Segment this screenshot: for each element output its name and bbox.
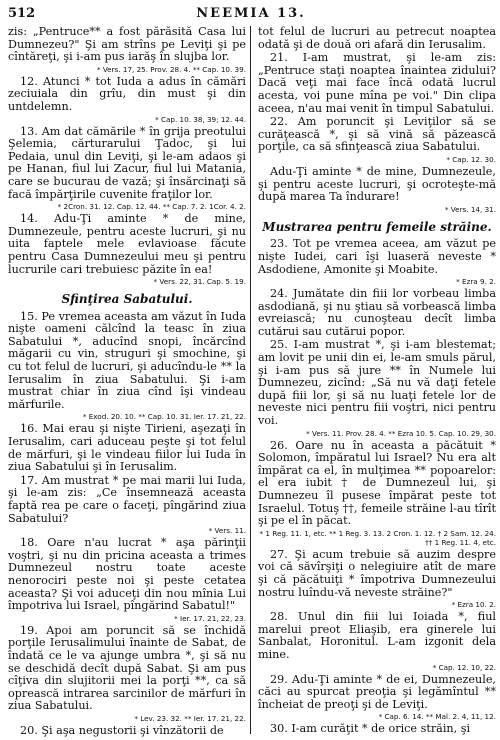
verse-paragraph: zis: „Pentruce** a fost părăsită Casa lui Dumnezeu?" Şi am strîns pe Leviţi şi pe cîntăreţi, şi i-am pus iarăş în slujba lor. xyxy=(8,25,246,64)
verse-paragraph: 26. Oare nu în aceasta a păcătuit * Solomon, împăratul lui Israel? Nu era alt împărat ca el, în mulţimea ** popoarelor: el era iubit † de Dumnezeul lui, şi Dumnezeu îl pusese împărat peste tot Israelul. Totuş ††, femeile străine l-au tîrît şi pe el în păcat. xyxy=(258,438,496,528)
cross-reference: * Exod. 20. 10. ** Cap. 10. 31. Ier. 17. 21, 22. xyxy=(82,412,246,422)
verse-paragraph: 27. Şi acum trebuie să auzim despre voi că săvîrşiţi o nelegiuire atît de mare şi că păcătuiţi * împotriva Dumnezeului nostru luîndu-vă neveste străine?" xyxy=(258,547,496,599)
cross-reference: * Vers. 14, 31. xyxy=(444,204,496,214)
verse-paragraph: 19. Apoi am poruncit să se închidă porţile Ierusalimului înainte de Sabat, de îndată ce le va ajunge umbra *, şi să nu se deschidă decît după Sabat. Şi am pus cîţiva din slujitorii mei la porţi **, ca să oprească intrarea sarcinilor de mărfuri în ziua Sabatului. xyxy=(8,623,246,713)
verse-paragraph: 18. Oare n'au lucrat * aşa părinţii voştri, şi nu din pricina aceasta a trimes Dumnezeul nostru toate aceste nenorociri peste noi şi peste cetatea aceasta? Şi voi aduceţi din nou mînia Lui împotriva lui Israel, pîngărind Sabatul!" xyxy=(8,536,246,613)
cross-reference: * Ezra 10. 2. xyxy=(451,600,496,610)
verse-paragraph: 25. I-am mustrat *, şi i-am blestemat; am lovit pe unii din ei, le-am smuls părul, şi i-am pus să jure ** în Numele lui Dumnezeu, zicînd: „Să nu vă daţi fetele după fiii lor, şi să nu luaţi fetele lor de neveste nici pentru fiii voştri, nici pentru voi. xyxy=(258,338,496,428)
cross-reference: * Cap. 6. 14. ** Mal. 2. 4, 11, 12. xyxy=(378,712,496,722)
verse-paragraph: 15. Pe vremea aceasta am văzut în Iuda nişte oameni călcînd la teasc în ziua Sabatului *, aducînd snopi, încărcînd măgarii cu vin, struguri şi smochine, şi cu tot felul de lucruri, şi aducîndu-le ** la Ierusalim în ziua Sabatului. Şi i-am mustrat chiar în ziua cînd îşi vindeau mărfurile. xyxy=(8,309,246,411)
cross-reference: * Cap. 12. 10, 22. xyxy=(432,662,496,672)
verse-paragraph: 12. Atunci * tot Iuda a adus în cămări zeciuiala din grîu, din must şi din untdelemn. xyxy=(8,74,246,113)
cross-reference: * Cap. 12. 30. xyxy=(446,154,496,164)
cross-reference: * Ier. 17. 21, 22, 23. xyxy=(174,613,246,623)
verse-paragraph: 13. Am dat cămările * în grija preotului Şelemia, cărturarului Ţadoc, şi lui Pedaia, unul din Leviţi, şi le-am adaos şi pe Hanan, fiul lui Zacur, fiul lui Matania, care se bucurau de vază; şi însărcinaţi să facă împărţirile cuvenite fraţilor lor. xyxy=(8,124,246,201)
verse-paragraph: 23. Tot pe vremea aceea, am văzut pe nişte Iudei, cari îşi luaseră neveste * Asdodiene, Amonite şi Moabite. xyxy=(258,237,496,276)
verse-paragraph: 20. Şi aşa negustorii şi vînzătorii de xyxy=(20,723,224,737)
verse-paragraph: 24. Jumătate din fiii lor vorbeau limba asdodiană, şi nu ştiau să vorbească limba evreiască; nu cunoşteau decît limba cutărui sau cutărui popor. xyxy=(258,287,496,338)
verse-paragraph: 16. Mai erau şi nişte Tirieni, aşezaţi în Ierusalim, cari aduceau peşte şi tot felul de mărfuri, şi le vindeau fiilor lui Iuda în ziua Sabatului şi în Ierusalim. xyxy=(8,422,246,474)
verse-paragraph: 14. Adu-Ţi aminte * de mine, Dumnezeule, pentru aceste lucruri, şi nu uita faptele mele evlavioase făcute pentru Casa Dumnezeului meu şi pentru lucrurile cari trebuiesc păzite în ea! xyxy=(8,212,246,276)
section-heading: Sfinţirea Sabatului. xyxy=(61,292,193,307)
verse-paragraph: 21. I-am mustrat, şi le-am zis: „Pentruce staţi noaptea înaintea zidului? Dacă veţi mai face încă odată lucrul acesta, voi pune mîna pe voi." Din clipa aceea, n'au mai venit în timpul Sabatului. xyxy=(258,51,496,115)
page-header xyxy=(8,6,494,24)
cross-reference: * 2Cron. 31. 12. Cap. 12. 44. ** Cap. 7. 2. 1Cor. 4. 2. xyxy=(57,202,246,212)
verse-paragraph: 28. Unul din fiii lui Ioiada *, fiul marelui preot Eliaşib, era ginerele lui Sanbalat, Horonitul. L-am izgonit dela mine. xyxy=(258,610,496,661)
verse-paragraph: 29. Adu-Ţi aminte * de ei, Dumnezeule, căci au spurcat preoţia şi legămîntul ** încheiat de preoţi şi de Leviţi. xyxy=(258,672,496,711)
cross-reference: * Vers. 11. xyxy=(208,526,246,536)
verse-paragraph: tot felul de lucruri au petrecut noaptea odată şi de două ori afară din Ierusalim. xyxy=(258,25,496,51)
verse-paragraph: Adu-Ţi aminte * de mine, Dumnezeule, şi pentru aceste lucruri, şi ocroteşte-mă după marea Ta îndurare! xyxy=(258,164,496,204)
verse-paragraph: 22. Am poruncit şi Leviţilor să se curăţească *, şi să vină să păzească porţile, ca să sfinţească ziua Sabatului. xyxy=(258,115,496,154)
running-title: NEEMIA 13. xyxy=(196,6,306,21)
right-column xyxy=(258,26,496,737)
section-heading: Mustrarea pentru femeile străine. xyxy=(262,219,492,234)
column-divider xyxy=(250,26,251,734)
cross-reference: * Vers. 17, 25. Prov. 28. 4. ** Cap. 10. 39. xyxy=(96,64,246,74)
cross-reference: * Lev. 23. 32. ** Ier. 17. 21, 22. xyxy=(134,713,246,723)
cross-reference: * Vers. 11. Prov. 28. 4. ** Ezra 10. 5. Cap. 10. 29, 30. xyxy=(306,428,496,438)
verse-paragraph: 17. Am mustrat * pe mai marii lui Iuda, şi le-am zis: „Ce însemnează aceasta faptă rea pe care o faceţi, pîngărind ziua Sabatului? xyxy=(8,473,246,525)
cross-reference: * 1 Reg. 11. 1, etc. ** 1 Reg. 3. 13. 2 Cron. 1. 12. † 2 Sam. 12. 24. †† 1 Reg. 11. 4, etc. xyxy=(259,528,496,547)
left-column xyxy=(8,26,246,739)
cross-reference: * Ezra 9. 2. xyxy=(456,277,496,287)
cross-reference: * Vers. 22, 31. Cap. 5. 19. xyxy=(153,277,246,287)
verse-paragraph: 30. I-am curăţit * de orice străin, şi xyxy=(270,722,471,736)
page-number: 512 xyxy=(8,6,36,21)
cross-reference: * Cap. 10. 38, 39; 12. 44. xyxy=(155,114,246,124)
